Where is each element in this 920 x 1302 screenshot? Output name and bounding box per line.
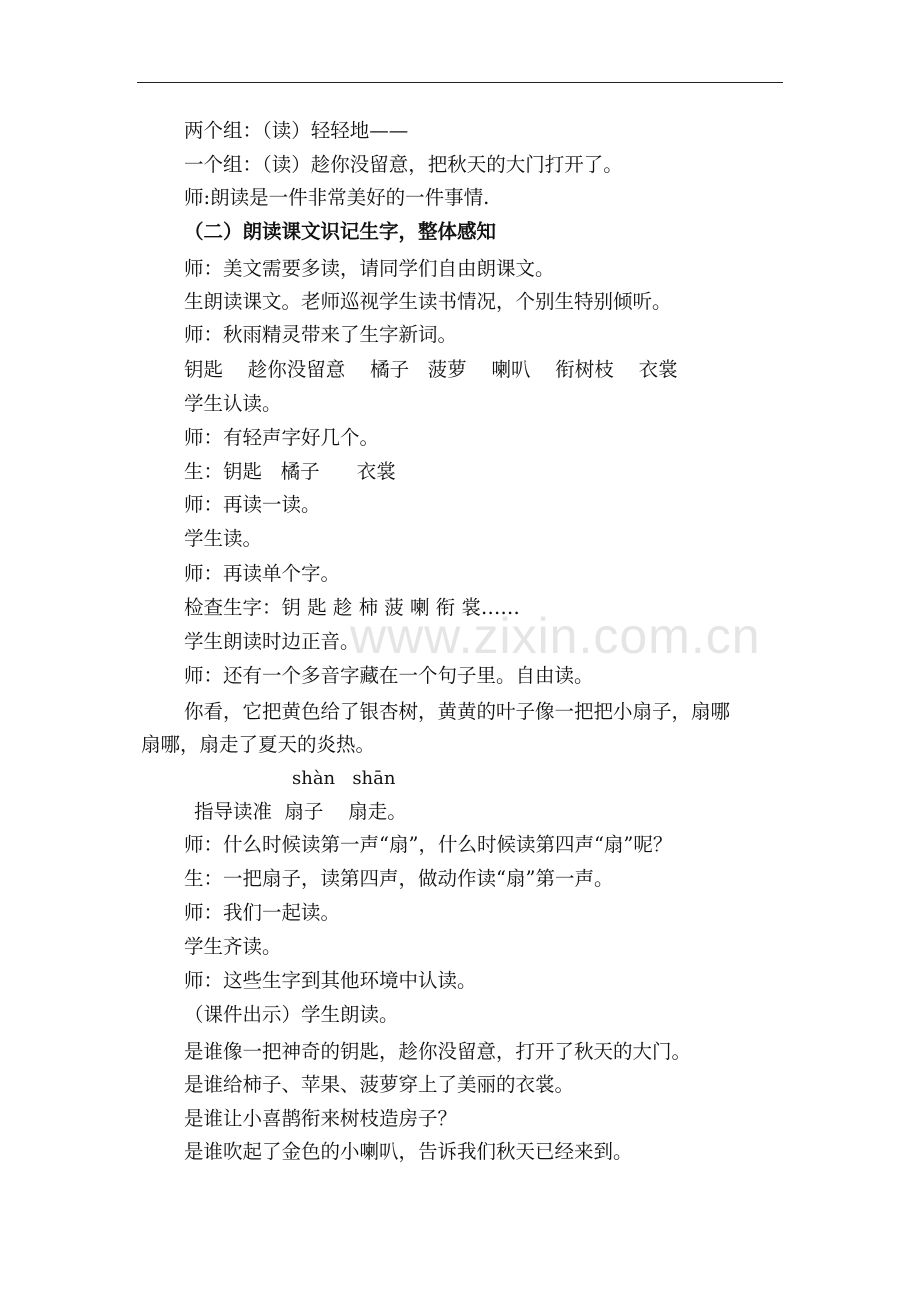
exercise-line: 是谁像一把神奇的钥匙，趁你没留意，打开了秋天的大门。 — [184, 1040, 692, 1063]
vocab-list: 钥匙 趁你没留意 橘子 菠萝 喇叭 衔树枝 衣裳 — [184, 358, 678, 381]
text-line: 学生齐读。 — [184, 935, 282, 958]
exercise-line: 是谁吹起了金色的小喇叭，告诉我们秋天已经来到。 — [184, 1140, 633, 1163]
header-rule — [137, 82, 783, 83]
text-line: 生朗读课文。老师巡视学生读书情况，个别生特别倾听。 — [184, 290, 672, 313]
text-line: 师：再读单个字。 — [184, 562, 341, 585]
text-line: 两个组：（读）轻轻地—— — [184, 119, 409, 142]
text-line: 学生认读。 — [184, 392, 282, 415]
text-line: 师：什么时候读第一声“扇”，什么时候读第四声“扇”呢？ — [184, 833, 673, 856]
text-line: 生：一把扇子，读第四声，做动作读“扇”第一声。 — [184, 867, 614, 890]
passage-line: 你看，它把黄色给了银杏树，黄黄的叶子像一把把小扇子，扇哪 — [184, 700, 731, 723]
text-line: 师：我们一起读。 — [184, 901, 341, 924]
text-line: 学生朗读时边正音。 — [184, 630, 360, 653]
text-line: 指导读准 扇子 扇走。 — [194, 800, 407, 823]
text-line: 师:朗读是一件非常美好的一件事情. — [184, 186, 490, 209]
text-line: 师：这些生字到其他环境中认读。 — [184, 969, 477, 992]
text-line: 师：还有一个多音字藏在一个句子里。自由读。 — [184, 664, 594, 687]
character-check-line: 检查生字：钥 匙 趁 柿 菠 喇 衔 裳…… — [184, 596, 520, 619]
text-line: 师：美文需要多读，请同学们自由朗课文。 — [184, 257, 555, 280]
text-line: 生：钥匙 橘子 衣裳 — [184, 460, 396, 483]
text-line: 师：再读一读。 — [184, 493, 321, 516]
text-line: （课件出示）学生朗读。 — [184, 1003, 399, 1026]
watermark: www.zixin.com.cn — [350, 608, 761, 664]
text-line: 一个组：（读）趁你没留意，把秋天的大门打开了。 — [184, 153, 623, 176]
text-line: 学生读。 — [184, 527, 263, 550]
exercise-line: 是谁让小喜鹊衔来树枝造房子？ — [184, 1107, 458, 1130]
exercise-line: 是谁给柿子、苹果、菠萝穿上了美丽的衣裳。 — [184, 1073, 575, 1096]
pinyin-line: shàn shān — [292, 768, 396, 789]
section-heading: （二）朗读课文识记生字，整体感知 — [184, 220, 497, 243]
text-line: 师：有轻声字好几个。 — [184, 426, 380, 449]
passage-line: 扇哪，扇走了夏天的炎热。 — [141, 733, 376, 756]
text-line: 师：秋雨精灵带来了生字新词。 — [184, 323, 458, 346]
